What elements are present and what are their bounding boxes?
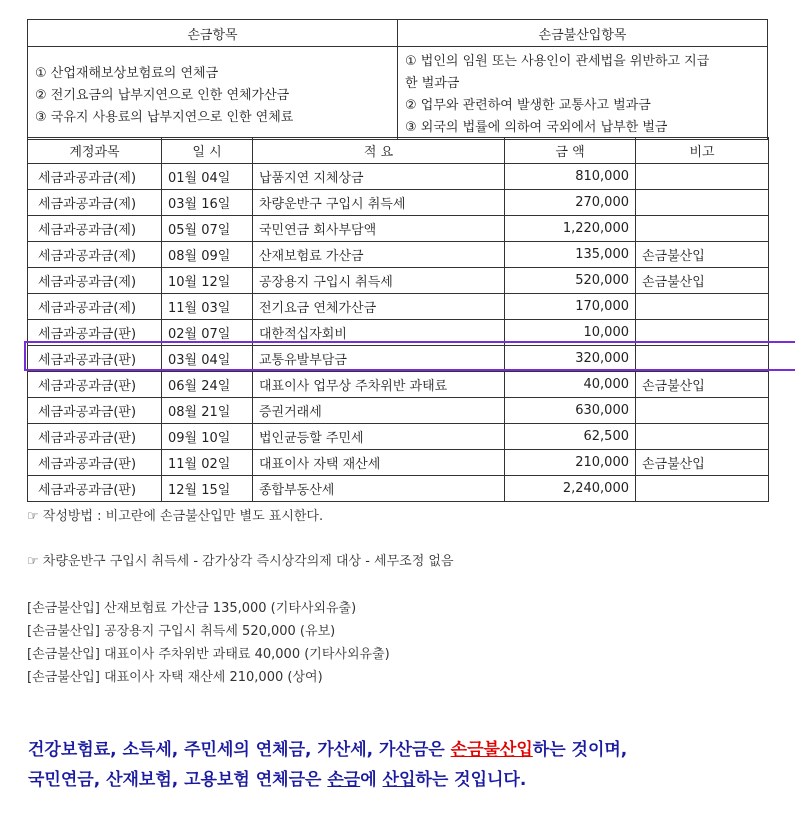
table-row	[28, 164, 769, 190]
date-cell: 11월 02일	[162, 450, 253, 476]
account-cell: 세금과공과금(제)	[28, 164, 162, 190]
amount-cell: 630,000	[505, 398, 636, 424]
account-cell: 세금과공과금(제)	[28, 190, 162, 216]
amount-cell: 170,000	[505, 294, 636, 320]
remark-cell	[636, 424, 769, 450]
account-cell: 세금과공과금(제)	[28, 216, 162, 242]
account-cell: 세금과공과금(판)	[28, 320, 162, 346]
adjustment-line: [손금불산입] 산재보험료 가산금 135,000 (기타사외유출)	[27, 601, 357, 616]
table-row	[28, 450, 769, 476]
non-deductible-emphasis: 손금불산입	[450, 740, 533, 760]
account-cell: 세금과공과금(판)	[28, 424, 162, 450]
summary-text: 하는 것입니다.	[415, 770, 527, 790]
deductible-item: ① 산업재해보상보험료의 연체금	[35, 66, 219, 81]
amount-cell: 135,000	[505, 242, 636, 268]
account-cell: 세금과공과금(제)	[28, 268, 162, 294]
description-cell: 국민연금 회사부담액	[253, 216, 505, 242]
deductible-item: ② 전기요금의 납부지연으로 인한 연체가산금	[35, 88, 290, 103]
description-cell: 산재보험료 가산금	[253, 242, 505, 268]
deductible-list	[28, 47, 398, 140]
remark-cell	[636, 164, 769, 190]
table-row	[28, 476, 769, 502]
highlight-box	[24, 341, 795, 371]
amount-cell: 10,000	[505, 320, 636, 346]
non-deductible-header: 손금불산입항목	[398, 20, 768, 47]
account-cell: 세금과공과금(판)	[28, 450, 162, 476]
non-deductible-item: ③ 외국의 법률에 의하여 국외에서 납부한 벌금	[405, 120, 668, 135]
non-deductible-list	[398, 47, 768, 140]
table-row	[28, 216, 769, 242]
date-cell: 09월 10일	[162, 424, 253, 450]
col-remark: 비고	[636, 138, 769, 164]
account-cell: 세금과공과금(판)	[28, 372, 162, 398]
adjustment-line: [손금불산입] 대표이사 자택 재산세 210,000 (상여)	[27, 670, 323, 685]
deductible-item: ③ 국유지 사용료의 납부지연으로 인한 연체료	[35, 110, 294, 125]
adjustment-line: [손금불산입] 공장용지 구입시 취득세 520,000 (유보)	[27, 624, 336, 639]
amount-cell: 1,220,000	[505, 216, 636, 242]
non-deductible-item: ① 법인의 임원 또는 사용인이 관세법을 위반하고 지급	[405, 54, 710, 69]
inclusion-emphasis: 산입	[382, 770, 416, 790]
table-row	[28, 268, 769, 294]
deductible-header: 손금항목	[28, 20, 398, 47]
table-row	[28, 398, 769, 424]
description-cell: 공장용지 구입시 취득세	[253, 268, 505, 294]
summary-text: 하는 것이며,	[532, 740, 628, 760]
vehicle-note: ☞ 차량운반구 구입시 취득세 - 감가상각 즉시상각의제 대상 - 세무조정 없음	[27, 554, 454, 569]
amount-cell: 270,000	[505, 190, 636, 216]
table-row	[28, 294, 769, 320]
table-row	[28, 190, 769, 216]
description-cell: 차량운반구 구입시 취득세	[253, 190, 505, 216]
description-cell: 증권거래세	[253, 398, 505, 424]
date-cell: 08월 09일	[162, 242, 253, 268]
date-cell: 12월 15일	[162, 476, 253, 502]
date-cell: 11월 03일	[162, 294, 253, 320]
amount-cell: 320,000	[505, 346, 636, 372]
remark-cell: 손금불산입	[636, 268, 769, 294]
non-deductible-item: 한 벌과금	[405, 76, 460, 91]
description-cell: 전기요금 연체가산금	[253, 294, 505, 320]
deduction-items-table	[27, 19, 768, 140]
amount-cell: 810,000	[505, 164, 636, 190]
description-cell: 교통유발부담금	[253, 346, 505, 372]
remark-cell	[636, 398, 769, 424]
amount-cell: 40,000	[505, 372, 636, 398]
tax-ledger-table	[27, 137, 769, 502]
description-cell: 대한적십자회비	[253, 320, 505, 346]
col-amount: 금 액	[505, 138, 636, 164]
table-row	[28, 372, 769, 398]
table-row	[28, 424, 769, 450]
date-cell: 03월 16일	[162, 190, 253, 216]
account-cell: 세금과공과금(판)	[28, 346, 162, 372]
date-cell: 02월 07일	[162, 320, 253, 346]
account-cell: 세금과공과금(제)	[28, 242, 162, 268]
account-cell: 세금과공과금(판)	[28, 398, 162, 424]
date-cell: 10월 12일	[162, 268, 253, 294]
date-cell: 06월 24일	[162, 372, 253, 398]
amount-cell: 520,000	[505, 268, 636, 294]
date-cell: 08월 21일	[162, 398, 253, 424]
date-cell: 05월 07일	[162, 216, 253, 242]
summary-line-1	[28, 735, 627, 760]
amount-cell: 62,500	[505, 424, 636, 450]
remark-cell: 손금불산입	[636, 242, 769, 268]
col-description: 적 요	[253, 138, 505, 164]
description-cell: 대표이사 업무상 주차위반 과태료	[253, 372, 505, 398]
summary-line-2	[28, 765, 526, 790]
table-row	[28, 242, 769, 268]
adjustment-line: [손금불산입] 대표이사 주차위반 과태료 40,000 (기타사외유출)	[27, 647, 390, 662]
deductible-emphasis: 손금	[327, 770, 361, 790]
description-cell: 납품지연 지체상금	[253, 164, 505, 190]
ledger-header-row	[28, 138, 769, 164]
amount-cell: 2,240,000	[505, 476, 636, 502]
non-deductible-item: ② 업무와 관련하여 발생한 교통사고 벌과금	[405, 98, 651, 113]
date-cell: 03월 04일	[162, 346, 253, 372]
date-cell: 01월 04일	[162, 164, 253, 190]
account-cell: 세금과공과금(제)	[28, 294, 162, 320]
account-cell: 세금과공과금(판)	[28, 476, 162, 502]
amount-cell: 210,000	[505, 450, 636, 476]
description-cell: 법인균등할 주민세	[253, 424, 505, 450]
remark-cell: 손금불산입	[636, 450, 769, 476]
summary-text: 국민연금, 산재보험, 고용보험 연체금은	[28, 770, 328, 790]
method-note: ☞ 작성방법 : 비고란에 손금불산입만 별도 표시한다.	[27, 509, 324, 524]
summary-text: 에	[360, 770, 383, 790]
col-account: 계정과목	[28, 138, 162, 164]
description-cell: 종합부동산세	[253, 476, 505, 502]
remark-cell	[636, 294, 769, 320]
col-date: 일 시	[162, 138, 253, 164]
remark-cell	[636, 190, 769, 216]
remark-cell: 손금불산입	[636, 372, 769, 398]
remark-cell	[636, 476, 769, 502]
description-cell: 대표이사 자택 재산세	[253, 450, 505, 476]
remark-cell	[636, 216, 769, 242]
summary-text: 건강보험료, 소득세, 주민세의 연체금, 가산세, 가산금은	[28, 740, 451, 760]
